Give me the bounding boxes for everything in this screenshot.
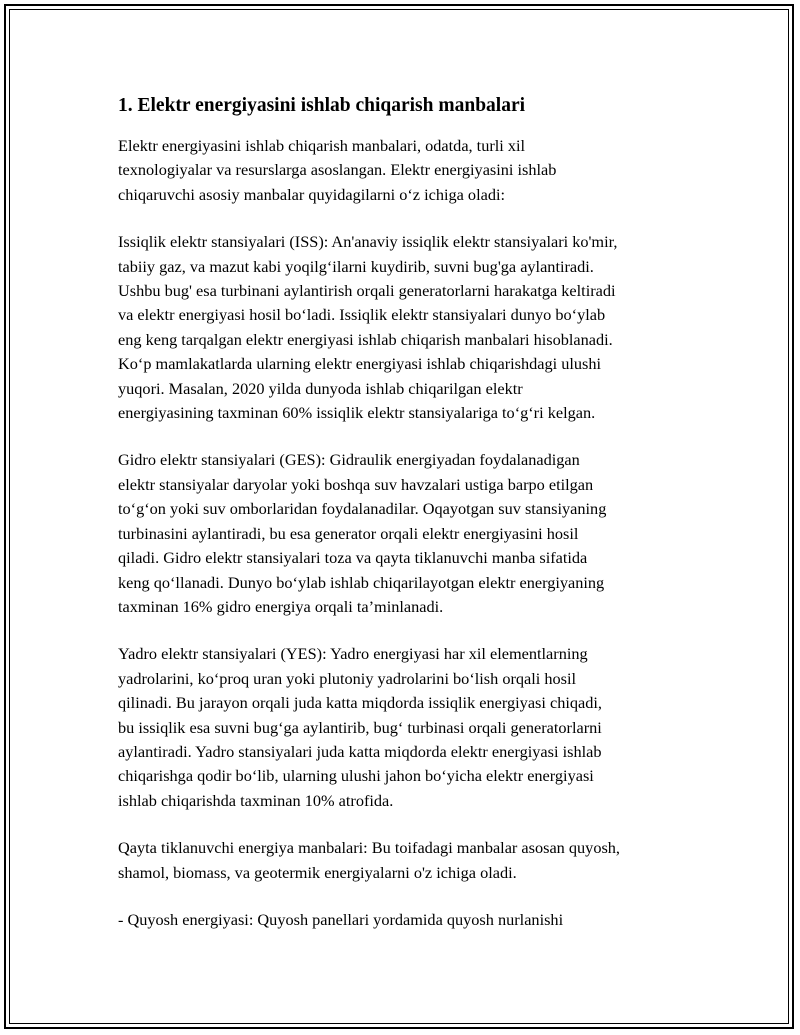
paragraph-nuclear-plants: Yadro elektr stansiyalari (YES): Yadro energiyasi har xil elementlarning yadrolarini, ko‘proq uran yoki plutoniy yadrolarini bo‘lish orqali hosil qilinadi. Bu jarayon orqali juda katta miqdorda issiqlik energiyasi chiqadi, bu issiqlik esa suvni bug‘ga aylantirib, bug‘ turbinasi orqali generatorlarni aylantiradi. Yadro stansiyalari juda katta miqdorda elektr energiyasi ishlab chiqarishga qodir bo‘lib, ularning ulushi jahon bo‘yicha elektr energiyasi ishlab chiqarishda taxminan 10% atrofida. (118, 644, 602, 810)
paragraph-hydro-plants: Gidro elektr stansiyalari (GES): Gidraulik energiyadan foydalanadigan elektr stansiyalar daryolar yoki boshqa suv havzalari ustiga barpo etilgan to‘g‘on yoki suv omborlaridan foydalanadilar. Oqayotgan suv stansiyaning turbinasini aylantiradi, bu esa generator orqali elektr energiyasini hosil qiladi. Gidro elektr stansiyalari toza va qayta tiklanuvchi manba sifatida keng qo‘llanadi. Dunyo bo‘ylab ishlab chiqarilayotgan elektr energiyaning taxminan 16% gidro energiya orqali ta’minlanadi. (118, 450, 607, 616)
paragraph-renewable-sources: Qayta tiklanuvchi energiya manbalari: Bu toifadagi manbalar asosan quyosh, shamol, biomass, va geotermik energiyalarni o'z ichiga oladi. (118, 838, 621, 882)
document-body (118, 92, 698, 955)
paragraph-intro: Elektr energiyasini ishlab chiqarish manbalari, odatda, turli xil texnologiyalar va resurslarga asoslangan. Elektr energiyasini ishlab chiqaruvchi asosiy manbalar quyidagilarni o‘z ichiga oladi: (118, 136, 557, 204)
paragraph-solar-energy: - Quyosh energiyasi: Quyosh panellari yordamida quyosh nurlanishi (118, 909, 564, 929)
section-heading: 1. Elektr energiyasini ishlab chiqarish manbalari (118, 95, 526, 116)
paragraph-thermal-plants: Issiqlik elektr stansiyalari (ISS): An'anaviy issiqlik elektr stansiyalari ko'mir, tabiiy gaz, va mazut kabi yoqilg‘ilarni kuydirib, suvni bug'ga aylantiradi. Ushbu bug' esa turbinani aylantirish orqali generatorlarni harakatga keltiradi va elektr energiyasi hosil bo‘ladi. Issiqlik elektr stansiyalari dunyo bo‘ylab eng keng tarqalgan elektr energiyasi ishlab chiqarish manbalari hisoblanadi. Ko‘p mamlakatlarda ularning elektr energiyasi ishlab chiqarishdagi ulushi yuqori. Masalan, 2020 yilda dunyoda ishlab chiqarilgan elektr energiyasining taxminan 60% issiqlik elektr stansiyalariga to‘g‘ri kelgan. (118, 232, 618, 423)
